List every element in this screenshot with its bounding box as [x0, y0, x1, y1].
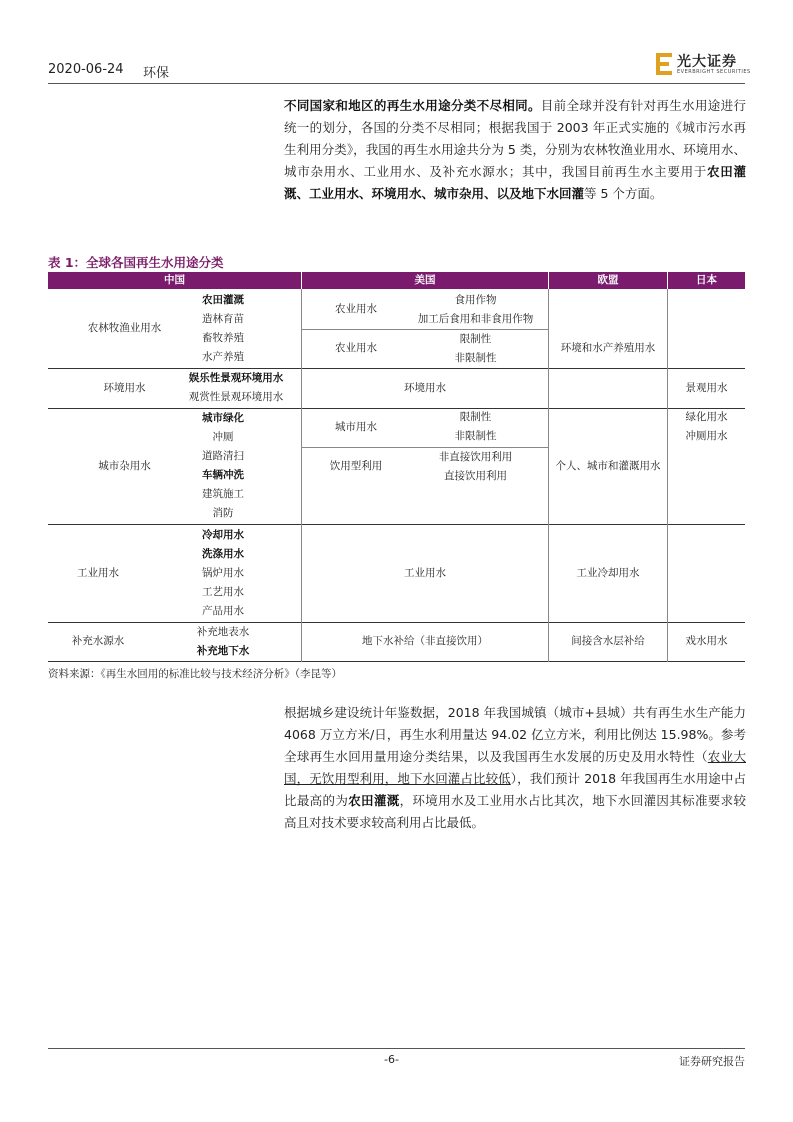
usa-item: 限制性	[459, 333, 492, 345]
eu-category-sup: 间接含水层补给	[571, 635, 645, 647]
table-title: 表 1：全球各国再生水用途分类	[48, 255, 224, 270]
column-divider	[667, 289, 668, 662]
china-item: 道路清扫	[202, 450, 244, 462]
eu-category-urban: 个人、城市和灌溉用水	[555, 460, 661, 472]
intro-text-2: 等 5 个方面。	[584, 186, 663, 201]
china-item: 畜牧养殖	[202, 332, 244, 344]
china-item: 车辆冲洗	[202, 469, 244, 481]
china-category-env: 环境用水	[103, 382, 146, 394]
china-category-urban: 城市杂用水	[98, 460, 151, 472]
china-item: 冷却用水	[202, 529, 244, 541]
row-divider	[48, 622, 745, 623]
reuse-classification-table	[48, 272, 745, 662]
usa-item: 直接饮用利用	[444, 470, 507, 482]
usa-item: 限制性	[459, 411, 492, 423]
japan-item: 冲厕用水	[685, 430, 728, 442]
page-number: -6-	[384, 1053, 399, 1066]
intro-bold-uses: 农田灌溉、工业用水、环境用水、城市杂用、以及地下水回灌	[284, 164, 746, 201]
everbright-logo-icon	[655, 52, 673, 76]
usa-category-potable: 饮用型利用	[329, 460, 383, 472]
logo-text-cn: 光大证券	[677, 54, 737, 70]
page-header	[48, 50, 751, 84]
intro-paragraph	[284, 95, 746, 205]
row-divider	[48, 408, 745, 409]
china-category-sup: 补充水源水	[71, 635, 125, 647]
intro-text-1: 目前全球并没有针对再生水用途进行统一的划分，各国的分类不尽相同；根据我国于 2003 年正式实施的《城市污水再生利用分类》，我国的再生水用途共分为 5 类，分别为农林牧渔业用水、环境用水、城市杂用水、工业用水、及补充水源水；其中，我国目前再生水主要用于	[284, 98, 746, 179]
usa-category-agri: 农业用水	[335, 303, 377, 315]
china-item: 娱乐性景观环境用水	[188, 372, 284, 384]
usa-item: 加工后食用和非食用作物	[417, 313, 534, 325]
intro-lead: 不同国家和地区的再生水用途分类不尽相同。	[284, 98, 541, 113]
china-item: 产品用水	[202, 605, 244, 617]
usa-category-env: 环境用水	[404, 382, 446, 394]
usa-item: 非直接饮用利用	[438, 451, 513, 463]
usa-item: 非限制性	[454, 430, 497, 442]
analysis-text-1: 根据城乡建设统计年鉴数据，2018 年我国城镇（城市+县城）共有再生水生产能力 4068 万立方米/日，再生水利用量达 94.02 亿立方米，利用比例达 15.98%。参考全球再生水回用量用途分类结果，以及我国再生水发展的历史及用水特性（	[284, 705, 746, 764]
column-divider	[301, 289, 302, 662]
header-divider	[48, 83, 745, 84]
table-bottom-border	[48, 661, 745, 662]
analysis-text-2: ），我们预计 2018 年我国再生水用途中占比最高的为	[284, 771, 746, 808]
analysis-underlined: 农业大国，无饮用型利用，地下水回灌占比较低	[284, 749, 746, 786]
japan-category-sup: 戏水用水	[685, 635, 728, 647]
header-china: 中国	[48, 272, 301, 289]
japan-item: 绿化用水	[685, 411, 728, 423]
analysis-paragraph	[284, 702, 746, 834]
footer-divider	[48, 1048, 745, 1049]
china-item: 补充地表水	[196, 626, 250, 638]
row-divider	[48, 524, 745, 525]
china-item: 锅炉用水	[202, 567, 244, 579]
china-item: 农田灌溉	[202, 294, 244, 306]
report-sector: 环保	[143, 66, 170, 81]
header-eu: 欧盟	[549, 272, 667, 289]
logo-text-en: EVERBRIGHT SECURITIES	[677, 69, 751, 75]
usa-category-agri: 农业用水	[335, 342, 377, 354]
table-source: 资料来源：《再生水回用的标准比较与技术经济分析》（李昆等）	[48, 668, 342, 680]
china-item: 补充地下水	[196, 645, 250, 657]
china-item: 观赏性景观环境用水	[188, 391, 284, 403]
footer-label: 证券研究报告	[679, 1055, 745, 1068]
japan-category-env: 景观用水	[685, 382, 728, 394]
china-category-agri: 农林牧渔业用水	[87, 322, 162, 334]
china-category-ind: 工业用水	[77, 567, 119, 579]
usa-item: 食用作物	[454, 294, 497, 306]
analysis-text-3: ，环境用水及工业用水占比其次，地下水回灌因其标准要求较高且对技术要求较高利用占比最低。	[284, 793, 746, 830]
china-item: 消防	[212, 507, 234, 519]
usa-item: 非限制性	[454, 352, 497, 364]
report-date: 2020-06-24	[48, 62, 124, 77]
china-item: 城市绿化	[202, 412, 244, 424]
china-item: 水产养殖	[202, 351, 244, 363]
header-usa: 美国	[302, 272, 548, 289]
china-item: 冲厕	[212, 431, 234, 443]
eu-category-agri-env: 环境和水产养殖用水	[560, 342, 656, 354]
china-item: 洗涤用水	[202, 548, 244, 560]
row-divider	[48, 368, 745, 369]
header-japan: 日本	[668, 272, 745, 289]
china-item: 造林育苗	[202, 313, 244, 325]
analysis-bold: 农田灌溉	[348, 793, 400, 808]
usa-category-urban: 城市用水	[335, 421, 377, 433]
brand-logo	[655, 50, 751, 80]
usa-category-sup: 地下水补给（非直接饮用）	[362, 635, 488, 647]
usa-category-ind: 工业用水	[404, 567, 446, 579]
china-item: 工艺用水	[202, 586, 244, 598]
china-item: 建筑施工	[202, 488, 244, 500]
eu-category-ind: 工业冷却用水	[576, 567, 640, 579]
